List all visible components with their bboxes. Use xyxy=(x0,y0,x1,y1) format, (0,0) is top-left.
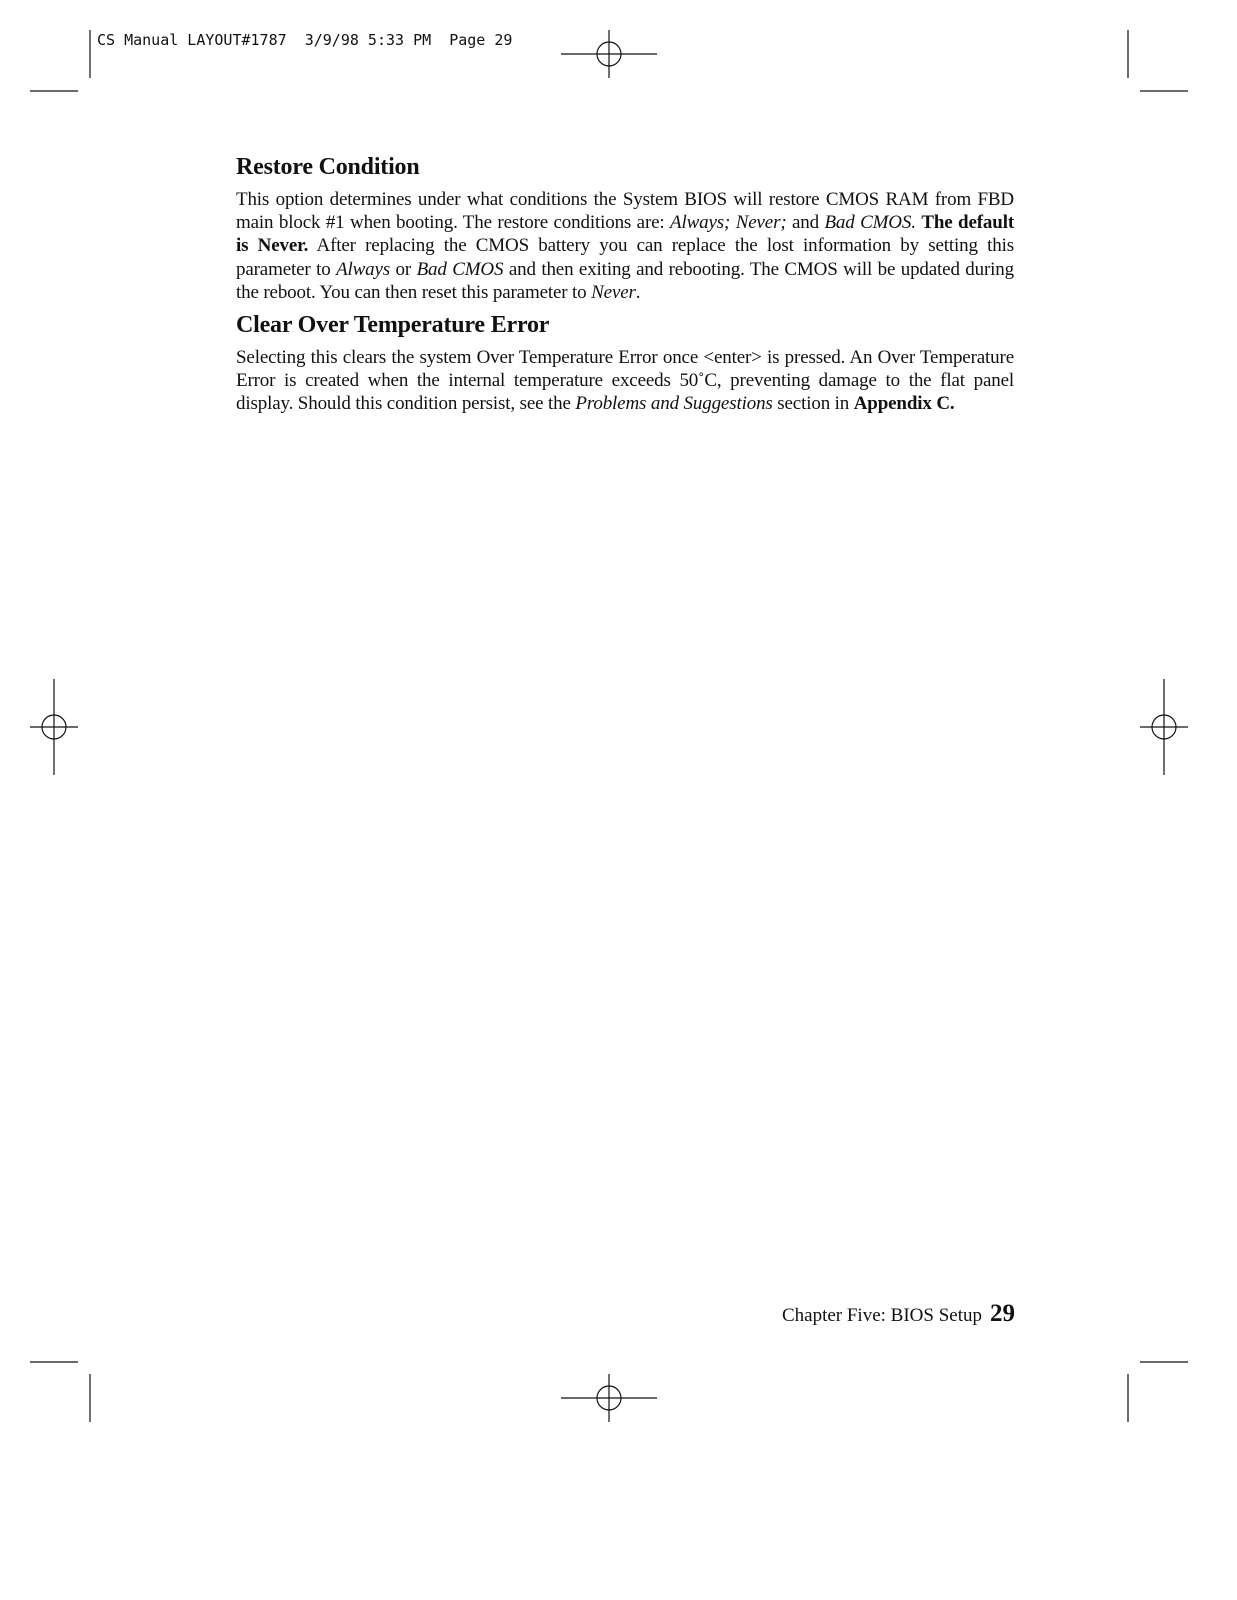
text-run: Selecting this clears the system Over Temperature Error once <enter> is pressed. An Over Temperature Error is created when the internal temperature exceeds 50˚C, preventing damage to the flat panel display. Should this condition persist, see the xyxy=(236,347,1014,415)
option-always: Always; xyxy=(670,212,731,234)
print-slug: CS Manual LAYOUT#1787 3/9/98 5:33 PM Page 29 xyxy=(97,31,513,49)
problems-and-suggestions-ref: Problems and Suggestions xyxy=(575,393,773,415)
text-run: or xyxy=(390,258,417,280)
text-run: After replacing the CMOS battery you can replace the lost information by setting this parameter to xyxy=(236,235,1015,280)
registration-mark-left-middle xyxy=(30,679,78,775)
registration-mark-right-middle xyxy=(1140,679,1188,775)
text-run: and then exiting and rebooting. The CMOS will be updated during the reboot. You can then reset this parameter to xyxy=(236,258,1015,303)
text-run: This option determines under what conditions the System BIOS will restore CMOS RAM from FBD main block #1 when booting. The restore conditions are: xyxy=(236,189,1014,234)
page-number: 29 xyxy=(990,1300,1015,1327)
section-heading-restore-condition: Restore Condition xyxy=(236,154,420,180)
appendix-ref: Appendix C. xyxy=(853,393,955,415)
footer-chapter-title: Chapter Five: BIOS Setup xyxy=(781,1305,982,1326)
text-run: . xyxy=(635,281,641,303)
default-note: The default is Never. xyxy=(236,212,1015,257)
registration-mark-bottom-center xyxy=(561,1374,657,1422)
option-never: Never; xyxy=(735,212,787,234)
restore-condition-paragraph xyxy=(236,188,1014,304)
clear-over-temperature-paragraph xyxy=(236,346,1014,416)
page-content xyxy=(236,152,1014,416)
option-bad-cmos-ref: Bad CMOS xyxy=(416,258,504,280)
option-bad-cmos: Bad CMOS. xyxy=(824,212,916,234)
page-footer xyxy=(782,1300,1015,1328)
option-always-ref: Always xyxy=(336,258,391,280)
option-never-ref: Never xyxy=(591,281,636,303)
text-run: and xyxy=(786,212,825,234)
text-run: section in xyxy=(772,393,854,415)
section-heading-clear-over-temperature-error: Clear Over Temperature Error xyxy=(236,312,550,339)
registration-mark-top-center xyxy=(561,30,657,78)
